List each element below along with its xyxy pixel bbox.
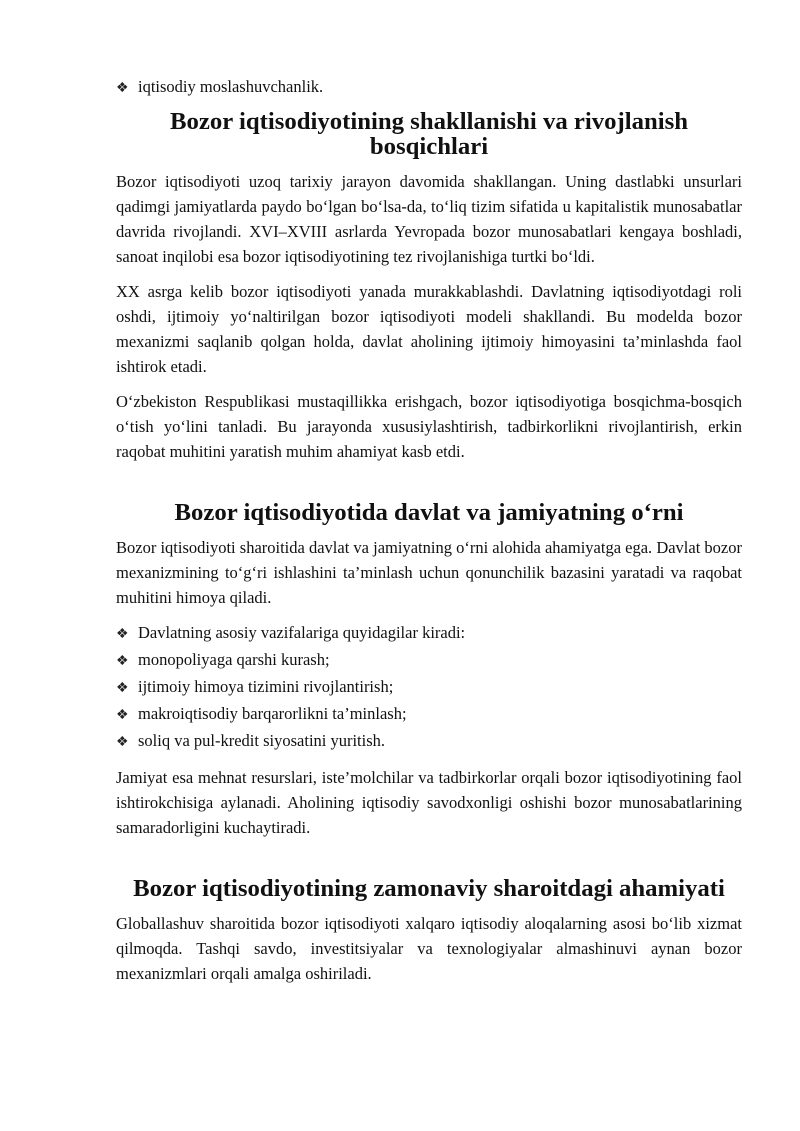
diamond-bullet-icon: ❖: [116, 654, 129, 669]
diamond-bullet-icon: ❖: [116, 627, 129, 642]
list-item-text: Davlatning asosiy vazifalariga quyidagilar kiradi:: [138, 623, 466, 642]
list-item-text: monopoliyaga qarshi kurash;: [138, 650, 330, 669]
paragraph: Bozor iqtisodiyoti uzoq tarixiy jarayon davomida shakllangan. Uning dastlabki unsurlari qadimgi jamiyatlarda paydo bo‘lgan bo‘lsa-da, to‘liq tizim sifatida u kapitalistik munosabatlar davrida rivojlandi. XVI–XVIII asrlarda Yevropada bozor munosabatlari kengaya boshladi, sanoat inqilobi esa bozor iqtisodiyotining tez rivojlanishiga turtki bo‘ldi.: [116, 172, 742, 266]
paragraph: Jamiyat esa mehnat resurslari, iste’molchilar va tadbirkorlar orqali bozor iqtisodiyotining faol ishtirokchisiga aylanadi. Aholining iqtisodiy savodxonligi oshishi bozor munosabatlarining samaradorligini kuchaytiradi.: [116, 768, 742, 837]
paragraph: XX asrga kelib bozor iqtisodiyoti yanada murakkablashdi. Davlatning iqtisodiyotdagi roli oshdi, ijtimoiy yo‘naltirilgan bozor iqtisodiyoti modeli shakllandi. Bu modelda bozor mexanizmi saqlanib qolgan holda, davlat aholining ijtimoiy himoyasini ta’minlashda faol ishtirok etadi.: [116, 282, 742, 376]
diamond-bullet-icon: ❖: [116, 735, 129, 750]
list-item: [116, 74, 742, 101]
diamond-bullet-icon: ❖: [116, 81, 129, 96]
list-item-text: makroiqtisodiy barqarorlikni ta’minlash;: [138, 704, 407, 723]
document-body: [116, 74, 742, 986]
section-heading: Bozor iqtisodiyotida davlat va jamiyatning o‘rni: [174, 499, 684, 526]
list-item: [116, 620, 742, 647]
list-item-text: soliq va pul-kredit siyosatini yuritish.: [138, 731, 386, 750]
section-heading: Bozor iqtisodiyotining shakllanishi va rivojlanish bosqichlari: [169, 108, 689, 160]
diamond-bullet-icon: ❖: [116, 681, 129, 696]
paragraph: Globallashuv sharoitida bozor iqtisodiyoti xalqaro iqtisodiy aloqalarning asosi bo‘lib xizmat qilmoqda. Tashqi savdo, investitsiyalar va texnologiyalar almashinuvi aynan bozor mexanizmlari orqali amalga oshiriladi.: [116, 914, 742, 983]
list-item: [116, 728, 742, 755]
section-heading: Bozor iqtisodiyotining zamonaviy sharoitdagi ahamiyati: [133, 875, 725, 902]
paragraph: O‘zbekiston Respublikasi mustaqillikka erishgach, bozor iqtisodiyotiga bosqichma-bosqich o‘tish yo‘lini tanladi. Bu jarayonda xususiylashtirish, tadbirkorlikni rivojlantirish, erkin raqobat muhitini yaratish muhim ahamiyat kasb etdi.: [116, 392, 742, 461]
list-item: [116, 674, 742, 701]
list-item: [116, 647, 742, 674]
list-item: [116, 701, 742, 728]
paragraph: Bozor iqtisodiyoti sharoitida davlat va jamiyatning o‘rni alohida ahamiyatga ega. Davlat bozor mexanizmining to‘g‘ri ishlashini ta’minlash uchun qonunchilik bazasini yaratadi va raqobat muhitini himoya qiladi.: [116, 538, 742, 607]
list-item-text: iqtisodiy moslashuvchanlik.: [138, 77, 324, 96]
diamond-bullet-icon: ❖: [116, 708, 129, 723]
list-item-text: ijtimoiy himoya tizimini rivojlantirish;: [138, 677, 394, 696]
